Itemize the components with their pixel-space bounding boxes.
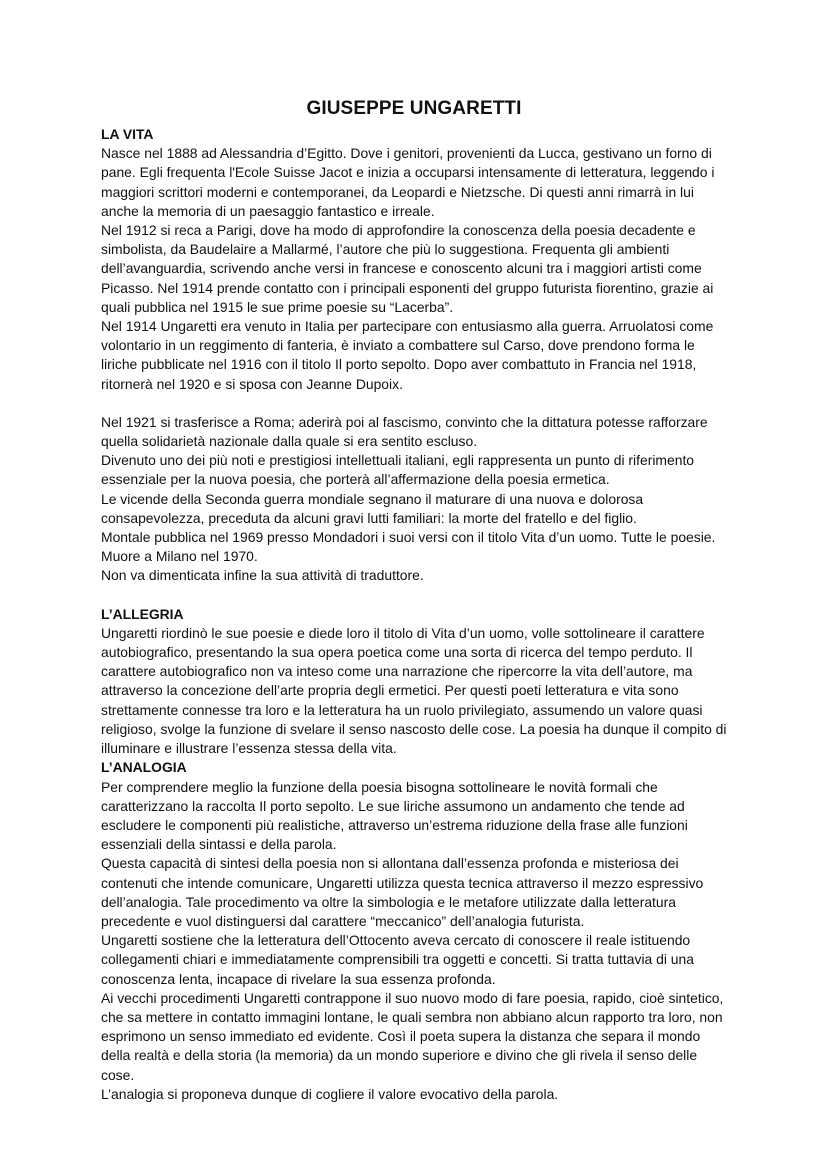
paragraph: Le vicende della Seconda guerra mondiale segnano il maturare di una nuova e dolorosa consapevolezza, preceduta da alcuni gravi lutti familiari: la morte del fratello e del figlio. [101,490,644,526]
paragraph: Non va dimenticata infine la sua attività di traduttore. [101,567,424,584]
paragraph: Ai vecchi procedimenti Ungaretti contrappone il suo nuovo modo di fare poesia, rapido, cioè sintetico, che sa mettere in contatto immagini lontane, le quali sembra non abbiano alcun rapporto tra loro, non esprimono un senso immediato ed evidente. Così il poeta supera la distanza che separa il mondo della realtà e della storia (la memoria) da un mondo superiore e divino che gli rivela il senso delle cose. [101,989,724,1083]
paragraph: Nel 1921 si trasferisce a Roma; aderirà poi al fascismo, convinto che la dittatura potesse rafforzare quella solidarietà nazionale dalla quale si era sentito escluso. [101,413,708,450]
paragraph: Nel 1912 si reca a Parigi, dove ha modo di approfondire la conoscenza della poesia decadente e simbolista, da Baudelaire a Mallarmé, l’autore che più lo suggestiona. Frequenta gli ambienti dell’avanguardia, scrivendo anche versi in francese e conoscento alcuni tra i maggiori artisti come Picasso. Nel 1914 prende contatto con i principali esponenti del gruppo futurista fiorentino, grazie ai quali pubblica nel 1915 le sue prime poesie su “Lacerba”. [101,222,714,315]
blank-line [101,586,733,605]
paragraph: Per comprendere meglio la funzione della poesia bisogna sottolineare le novità formali che caratterizzano la raccolta Il porto sepolto. Le sue liriche assumono un andamento che tende ad escludere le componenti più realistiche, attraverso un’estrema riduzione della frase alle funzioni essenziali della sintassi e della parola. [101,778,688,853]
blank-line [101,394,733,413]
paragraph: Montale pubblica nel 1969 presso Mondadori i suoi versi con il titolo Vita d’un uomo. Tutte le poesie. Muore a Milano nel 1970. [101,529,716,565]
section-heading-la-vita: LA VITA [101,126,154,142]
paragraph: Questa capacità di sintesi della poesia non si allontana dall’essenza profonda e misteriosa dei contenuti che intende comunicare, Ungaretti utilizza questa tecnica attraverso il mezzo espressivo dell’analogia. Tale procedimento va oltre la simbologia e le metafore utilizzate dalla letteratura precedente e vuol distinguersi dal carattere “meccanico” dell’analogia futurista. [101,855,704,929]
section-heading-analogia: L’ANALOGIA [101,759,187,776]
paragraph: Divenuto uno dei più noti e prestigiosi intellettuali italiani, egli rappresenta un punto di riferimento essenziale per la nuova poesia, che porterà all’affermazione della poesia ermetica. [101,452,695,488]
paragraph: Ungaretti riordinò le sue poesie e diede loro il titolo di Vita d’un uomo, volle sottolineare il carattere autobiografico, presentando la sua opera poetica come una sorta di ricerca del tempo perduto. Il carattere autobiografico non va inteso come una narrazione che ripercorre la vita dell’autore, ma attraverso la concezione dell’arte propria degli ermetici. Per questi poeti letteratura e vita sono strettamente connesse tra loro e la letteratura ha un ruolo privilegiato, assumendo un valore quasi religioso, svolge la funzione di svelare il senso nascosto delle cose. La poesia ha dunque il compito di illuminare e illustrare l’essenza stessa della vita. [101,624,727,757]
paragraph: L’analogia si proponeva dunque di cogliere il valore evocativo della parola. [101,1085,559,1102]
page-title: GIUSEPPE UNGARETTI [306,98,522,119]
paragraph: Nel 1914 Ungaretti era venuto in Italia per partecipare con entusiasmo alla guerra. Arruolatosi come volontario in un reggimento di fanteria, è inviato a combattere sul Carso, dove prendono forma le liriche pubblicate nel 1916 con il titolo Il porto sepolto. Dopo aver combattuto in Francia nel 1918, ritornerà nel 1920 e si sposa con Jeanne Dupoix. [101,318,714,392]
paragraph: Nasce nel 1888 ad Alessandria d’Egitto. Dove i genitori, provenienti da Lucca, gestivano un forno di pane. Egli frequenta l'Ecole Suisse Jacot e inizia a occuparsi intensamente di letteratura, leggendo i maggiori scrittori moderni e contemporanei, da Leopardi e Nietzsche. Di questi anni rimarrà in lui anche la memoria di un paesaggio fantastico e irreale. [101,145,715,219]
document-body [101,125,733,1104]
section-heading-allegria: L’ALLEGRIA [101,605,184,622]
paragraph: Ungaretti sostiene che la letteratura dell’Ottocento aveva cercato di conoscere il reale istituendo collegamenti chiari e immediatamente comprensibili tra oggetti e concetti. Si tratta tuttavia di una conoscenza lenta, incapace di rivelare la sua essenza profonda. [101,932,694,987]
